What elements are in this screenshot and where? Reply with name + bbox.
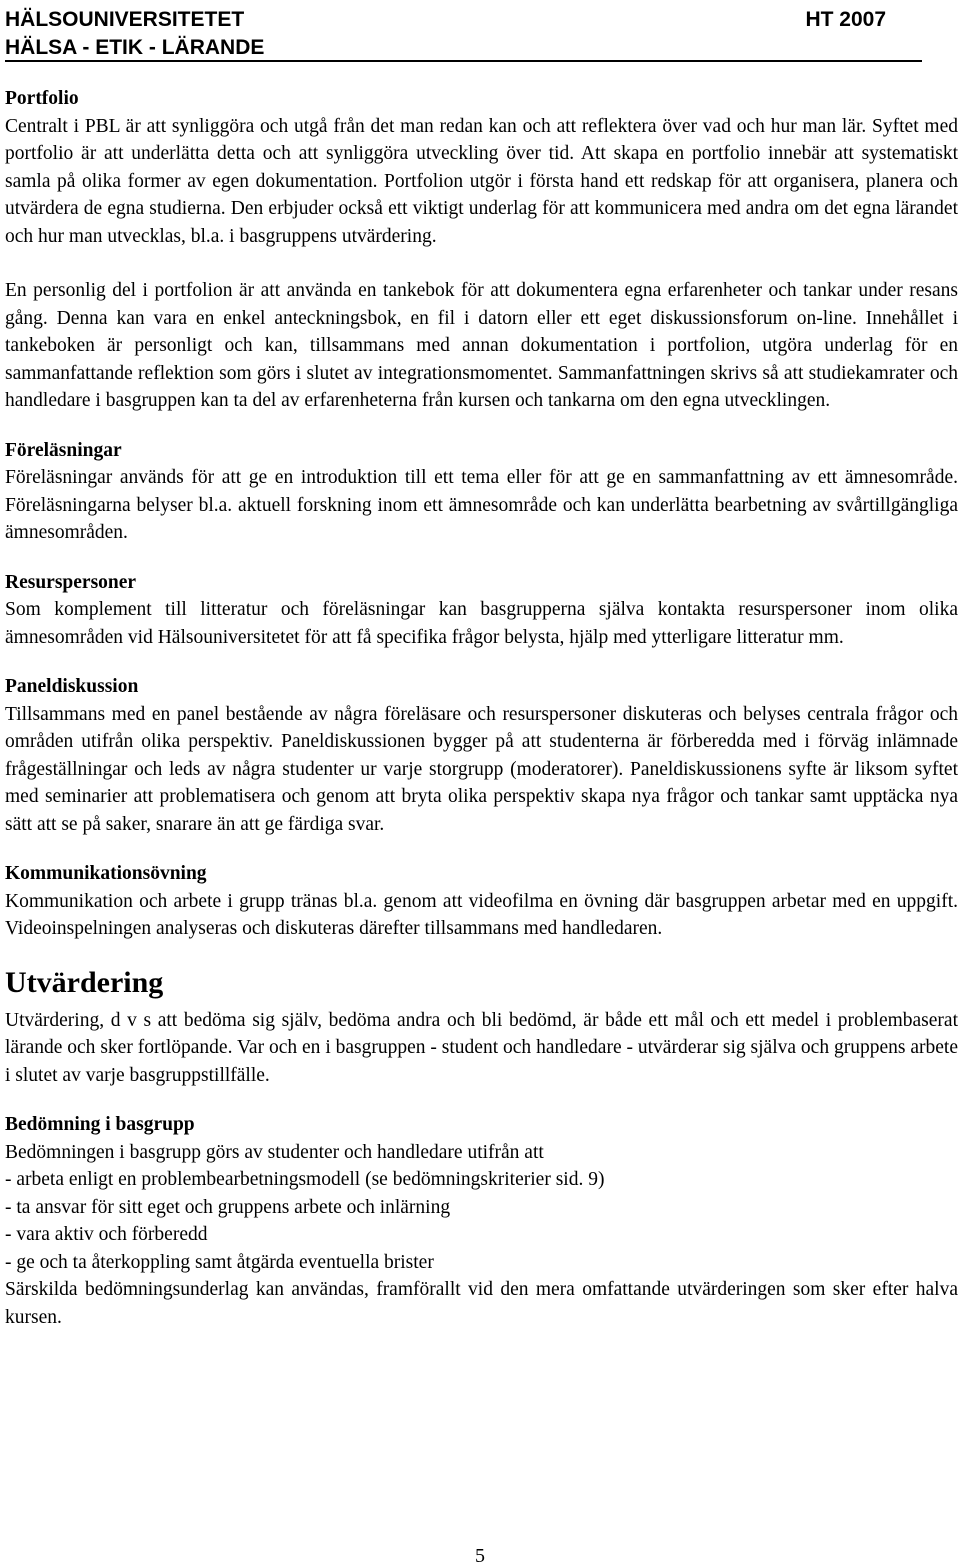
heading-resurspersoner: Resurspersoner	[5, 571, 137, 593]
paragraph-portfolio-2: En personlig del i portfolion är att använda en tankebok för att dokumentera egna erfarenheter och tankar under resans gång. Denna kan vara en enkel anteckningsbok, en fil i datorn eller ett eget diskussionsforum on-line. Innehållet i tankeboken är personligt och kan, tillsammans med annan dokumentation i portfolion, utgöra underlag för en sammanfattande reflektion som görs i slutet av integrationsmomentet. Sammanfattningen skrivs så att studiekamrater och handledare i basgruppen kan ta del av erfarenheterna från kursen och tankarna om den egna utvecklingen.	[5, 280, 958, 411]
paragraph-forelasningar: Föreläsningar används för att ge en introduktion till ett tema eller för att ge en sammanfattning av ett ämnesområde. Föreläsningarna belyser bl.a. aktuell forskning inom ett ämnesområde och kan underlätta bearbetning av svårtillgängliga ämnesområden.	[5, 467, 958, 543]
heading-utvardering: Utvärdering	[5, 965, 164, 999]
section-utvardering	[5, 965, 958, 1090]
paragraph-portfolio-1: Centralt i PBL är att synliggöra och utgå från det man redan kan och att reflektera över vad och hur man lär. Syftet med portfolio är att underlätta detta och att synliggöra utveckling över tid. Att skapa en portfolio innebär att systematiskt samla på olika former av egen dokumentation. Portfolion utgör i första hand ett redskap för att organisera, planera och utvärdera de egna studierna. Den erbjuder också ett viktigt underlag för att kommunicera med andra om det egna lärandet och hur man utvecklas, bl.a. i basgruppens utvärdering.	[5, 115, 958, 247]
paragraph-utvardering: Utvärdering, d v s att bedöma sig själv, bedöma andra och bli bedömd, är både ett mål och ett medel i problembaserat lärande och sker fortlöpande. Var och en i basgruppen - student och handledare - utvärderar sig själva och gruppens arbete i slutet av varje basgruppstillfälle.	[5, 1009, 958, 1086]
paragraph-bedomning-closing: Särskilda bedömningsunderlag kan användas, framförallt vid den mera omfattande utvärderingen som sker efter halva kursen.	[5, 1279, 958, 1328]
heading-kommunikation: Kommunikationsövning	[5, 863, 207, 884]
heading-portfolio: Portfolio	[5, 88, 79, 109]
list-item: - ge och ta återkoppling samt åtgärda eventuella brister	[5, 1251, 434, 1273]
list-item: - arbeta enligt en problembearbetningsmodell (se bedömningskriterier sid. 9)	[5, 1169, 605, 1190]
heading-paneldiskussion: Paneldiskussion	[5, 676, 139, 697]
paragraph-paneldiskussion: Tillsammans med en panel bestående av några föreläsare och resurspersoner diskuteras och belyses centrala frågor och områden utifrån olika perspektiv. Paneldiskussionen bygger på att studenterna är förberedda med i förväg inlämnade frågeställningar och leds av några studenter ur varje storgrupp (moderatorer). Paneldiskussionens syfte är liksom syftet med seminarier att problematisera och genom att bryta olika perspektiv skapa nya frågor och tankar samt upptäcka nya sätt att se på saker, snarare än att ge färdiga svar.	[5, 703, 958, 835]
header-term: HT 2007	[805, 8, 886, 31]
paragraph-kommunikation: Kommunikation och arbete i grupp tränas bl.a. genom att videofilma en övning där basgruppen arbetar med en uppgift. Videoinspelningen analyseras och diskuteras därefter tillsammans med handledaren.	[5, 890, 958, 939]
section-bedomning	[5, 1111, 958, 1331]
header-course: HÄLSA - ETIK - LÄRANDE	[5, 36, 265, 59]
paragraph-resurspersoner: Som komplement till litteratur och föreläsningar kan basgrupperna själva kontakta resurspersoner inom olika ämnesområden vid Hälsouniversitetet för att få specifika frågor belysta, hjälp med ytterligare litteratur mm.	[5, 599, 958, 648]
heading-forelasningar: Föreläsningar	[5, 439, 122, 461]
section-forelasningar	[5, 437, 958, 547]
heading-bedomning: Bedömning i basgrupp	[5, 1114, 195, 1135]
list-item: - vara aktiv och förberedd	[5, 1224, 208, 1245]
document-body	[5, 85, 958, 1353]
list-item: - ta ansvar för sitt eget och gruppens arbete och inlärning	[5, 1196, 451, 1218]
header-university: HÄLSOUNIVERSITETET	[5, 8, 245, 31]
document-page	[5, 0, 958, 1328]
section-kommunikation	[5, 860, 958, 943]
header-institution	[5, 6, 264, 62]
section-paneldiskussion	[5, 673, 958, 838]
paragraph-bedomning-intro: Bedömningen i basgrupp görs av studenter och handledare utifrån att	[5, 1141, 544, 1163]
page-header	[5, 0, 922, 62]
page-number: 5	[475, 1545, 485, 1567]
section-resurspersoner	[5, 569, 958, 652]
section-portfolio	[5, 85, 958, 415]
